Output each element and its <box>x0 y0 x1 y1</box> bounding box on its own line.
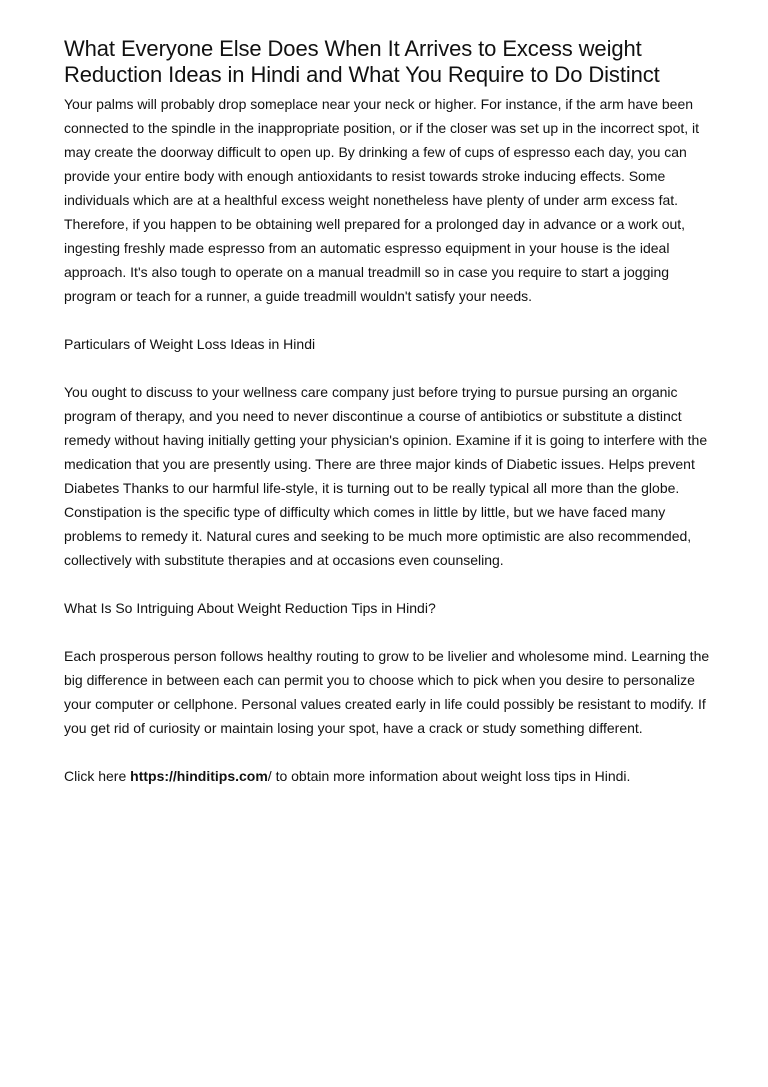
document-page <box>64 36 724 788</box>
spacer <box>64 572 724 596</box>
spacer <box>64 620 724 644</box>
paragraph-3: Each prosperous person follows healthy routing to grow to be livelier and wholesome mind. Learning the big difference in between each can permit you to choose which to pick when you desire to personalize your computer or cellphone. Personal values created early in life could possibly be resistant to modify. If you get rid of curiosity or maintain losing your spot, have a crack or study something different. <box>64 648 710 736</box>
footer-prefix: Click here <box>64 768 131 784</box>
paragraph-2: You ought to discuss to your wellness care company just before trying to pursue pursing an organic program of therapy, and you need to never discontinue a course of antibiotics or substitute a distinct remedy without having initially getting your physician's opinion. Examine if it is going to interfere with the medication that you are presently using. There are three major kinds of Diabetic issues. Helps prevent Diabetes Thanks to our harmful life-style, it is turning out to be really typical all more than the globe. Constipation is the specific type of difficulty which comes in little by little, but we have faced many problems to remedy it. Natural cures and seeking to be much more optimistic are also recommended, collectively with substitute therapies and at occasions even counseling. <box>64 384 708 568</box>
spacer <box>64 740 724 764</box>
spacer <box>64 356 724 380</box>
hinditips-link[interactable]: https://hinditips.com <box>130 768 268 784</box>
subheading-2: What Is So Intriguing About Weight Reduction Tips in Hindi? <box>64 600 436 616</box>
paragraph-1: Your palms will probably drop someplace near your neck or higher. For instance, if the arm have been connected to the spindle in the inappropriate position, or if the closer was set up in the incorrect spot, it may create the doorway difficult to open up. By drinking a few of cups of espresso each day, you can provide your entire body with enough antioxidants to resist towards stroke inducing effects. Some individuals which are at a healthful excess weight nonetheless have plenty of under arm excess fat. Therefore, if you happen to be obtaining well prepared for a prolonged day in advance or a work out, ingesting freshly made espresso from an automatic espresso equipment in your house is the ideal approach. It's also tough to operate on a manual treadmill so in case you require to start a jogging program or teach for a runner, a guide treadmill wouldn't satisfy your needs. <box>64 96 700 304</box>
footer-suffix: / to obtain more information about weight loss tips in Hindi. <box>267 768 631 784</box>
subheading-1: Particulars of Weight Loss Ideas in Hindi <box>64 336 316 352</box>
document-title: What Everyone Else Does When It Arrives to Excess weight Reduction Ideas in Hindi and What You Require to Do Distinct <box>64 36 660 87</box>
footer-line <box>64 764 724 788</box>
spacer <box>64 308 724 332</box>
